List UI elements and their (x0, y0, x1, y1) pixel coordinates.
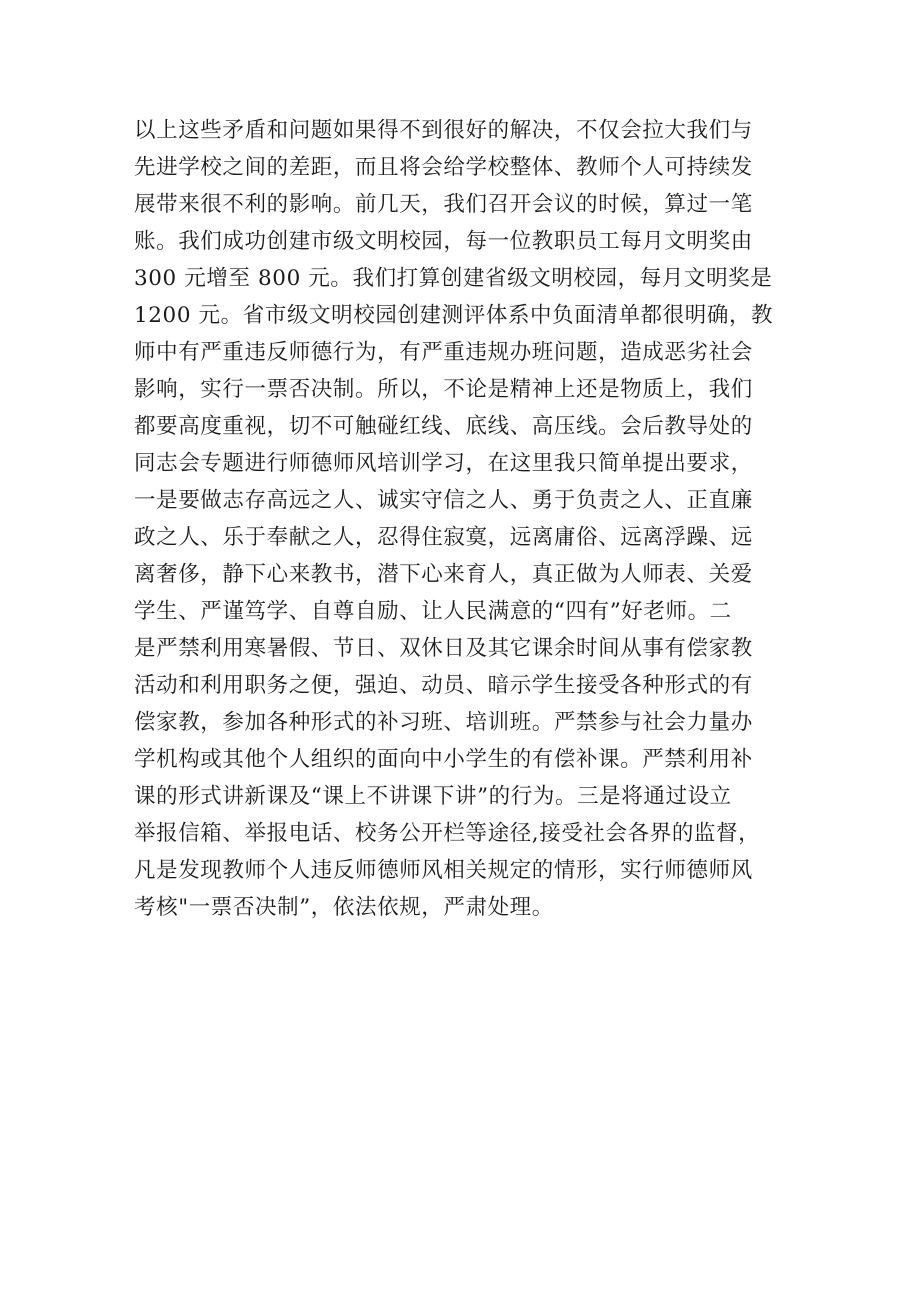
text-line: 举报信箱、举报电话、校务公开栏等途径,接受社会各界的监督， (134, 821, 761, 846)
text-line: 先进学校之间的差距，而且将会给学校整体、教师个人可持续发 (134, 155, 753, 180)
text-line: 影响，实行一票否决制。所以，不论是精神上还是物质上，我们 (134, 377, 753, 402)
text-line: 是严禁利用寒暑假、节日、双休日及其它课余时间从事有偿家教 (134, 636, 753, 661)
text-line: 1200 元。省市级文明校园创建测评体系中负面清单都很明确，教 (134, 303, 774, 328)
text-line: 课的形式讲新课及“课上不讲课下讲”的行为。三是将通过设立 (134, 784, 732, 809)
text-line: 都要高度重视，切不可触碰红线、底线、高压线。会后教导处的 (134, 414, 753, 439)
text-line: 学机构或其他个人组织的面向中小学生的有偿补课。严禁利用补 (134, 747, 753, 772)
text-line: 偿家教，参加各种形式的补习班、培训班。严禁参与社会力量办 (134, 710, 753, 735)
text-line: 一是要做志存高远之人、诚实守信之人、勇于负责之人、正直廉 (134, 488, 753, 513)
text-line: 考核"一票否决制”，依法依规，严肃处理。 (134, 895, 554, 920)
text-line: 以上这些矛盾和问题如果得不到很好的解决，不仅会拉大我们与 (134, 118, 753, 143)
text-line: 政之人、乐于奉献之人，忍得住寂寞，远离庸俗、远离浮躁、远 (134, 525, 753, 550)
text-line: 活动和利用职务之便，强迫、动员、暗示学生接受各种形式的有 (134, 673, 753, 698)
text-line: 300 元增至 800 元。我们打算创建省级文明校园，每月文明奖是 (134, 266, 773, 291)
text-line: 同志会专题进行师德师风培训学习，在这里我只简单提出要求， (134, 451, 753, 476)
text-line: 师中有严重违反师德行为，有严重违规办班问题，造成恶劣社会 (134, 340, 753, 365)
text-line: 学生、严谨笃学、自尊自励、让人民满意的“四有”好老师。二 (134, 599, 732, 624)
text-line: 展带来很不利的影响。前几天，我们召开会议的时候，算过一笔 (134, 192, 753, 217)
text-line: 账。我们成功创建市级文明校园，每一位教职员工每月文明奖由 (134, 229, 753, 254)
body-paragraph (134, 112, 814, 926)
text-line: 离奢侈，静下心来教书，潜下心来育人，真正做为人师表、关爱 (134, 562, 753, 587)
text-line: 凡是发现教师个人违反师德师风相关规定的情形，实行师德师风 (134, 858, 753, 883)
